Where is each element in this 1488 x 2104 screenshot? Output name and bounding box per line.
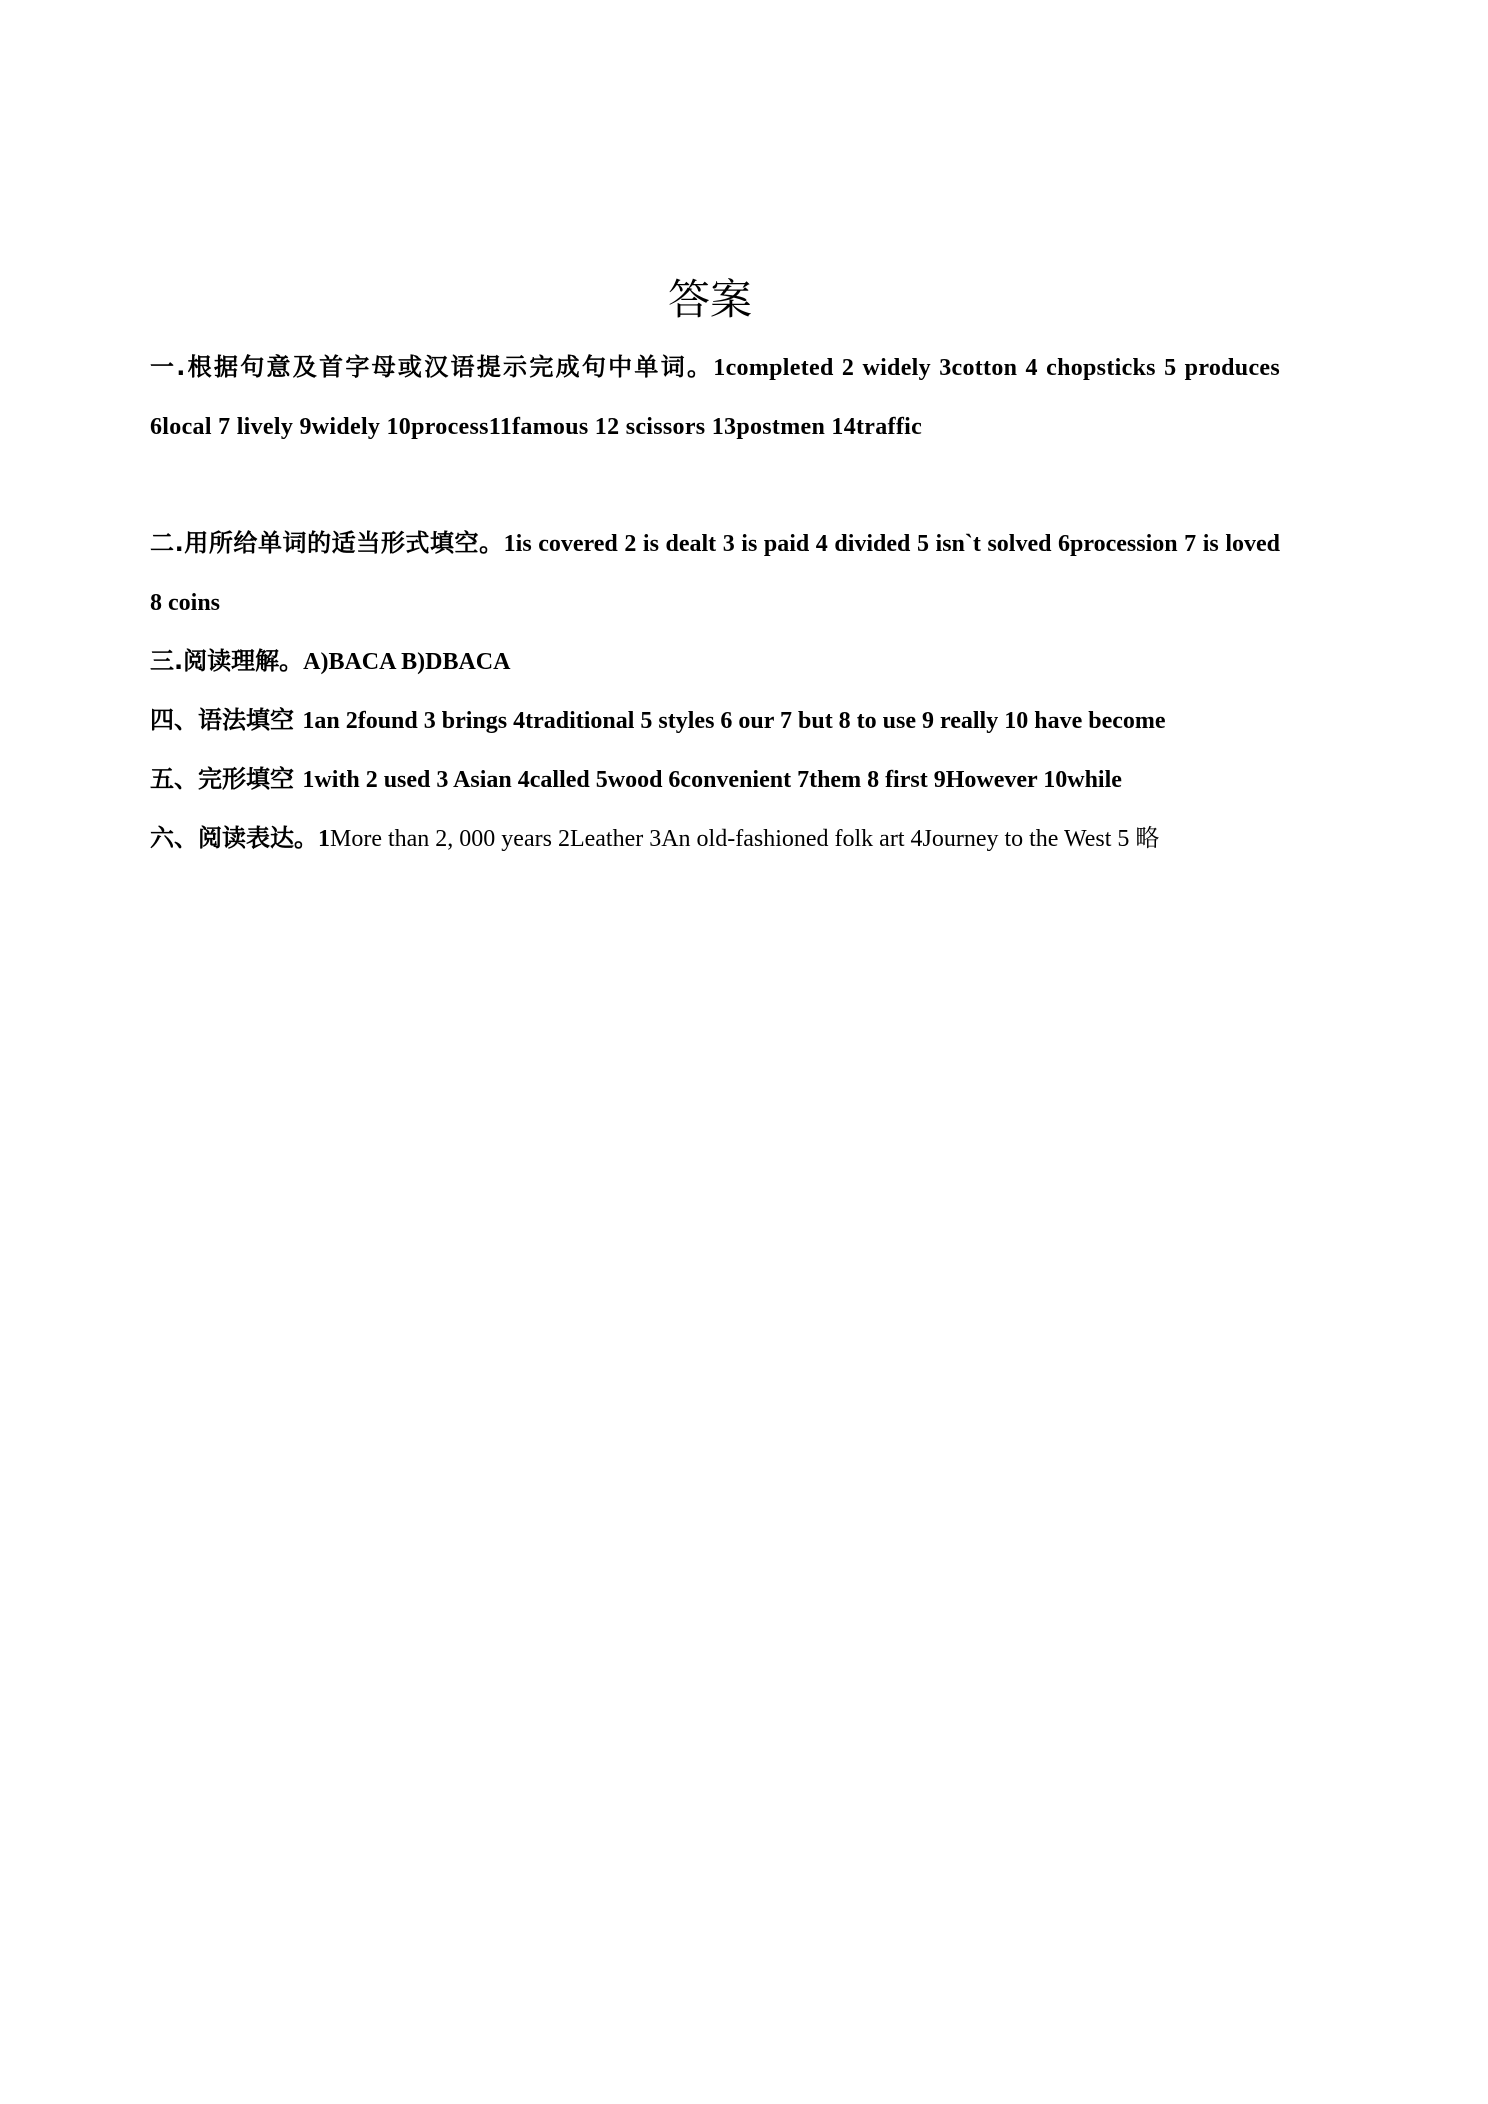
section-2-word-forms — [150, 514, 1280, 633]
section-2-answers: 1is covered 2 is dealt 3 is paid 4 divided 5 isn`t solved 6procession 7 is loved 8 coins — [150, 531, 1280, 616]
section-4-answers: 1an 2found 3 brings 4traditional 5 styles 6 our 7 but 8 to use 9 really 10 have become — [302, 708, 1166, 734]
section-1-answers: 1completed 2 widely 3cotton 4 chopsticks 5 produces 6local 7 lively 9widely 10process11famous 12 scissors 13postmen 14traffic — [150, 355, 1280, 440]
section-3-label: 三.阅读理解。 — [150, 647, 304, 675]
section-3-answers: A)BACA B)DBACA — [303, 649, 511, 675]
section-4-grammar-fill — [150, 691, 1280, 751]
section-5-answers: 1with 2 used 3 Asian 4called 5wood 6convenient 7them 8 first 9However 10while — [302, 767, 1122, 793]
page-title: 答案 — [667, 275, 752, 324]
section-3-reading — [150, 632, 1280, 692]
section-6-last-word: 略 — [1135, 824, 1160, 852]
section-6-answers: More than 2, 000 years 2Leather 3An old-fashioned folk art 4Journey to the West 5 — [330, 826, 1136, 852]
section-5-cloze — [150, 750, 1280, 810]
section-6-first-number: 1 — [318, 826, 330, 852]
section-1-vocabulary — [150, 338, 1280, 457]
section-6-reading-expression — [150, 809, 1280, 869]
section-5-label: 五、完形填空 — [150, 765, 303, 793]
section-6-label: 六、阅读表达。 — [150, 824, 318, 852]
section-2-label: 二.用所给单词的适当形式填空。 — [150, 529, 504, 557]
section-1-label: 一.根据句意及首字母或汉语提示完成句中单词。 — [150, 353, 714, 381]
section-4-label: 四、语法填空 — [150, 706, 303, 734]
